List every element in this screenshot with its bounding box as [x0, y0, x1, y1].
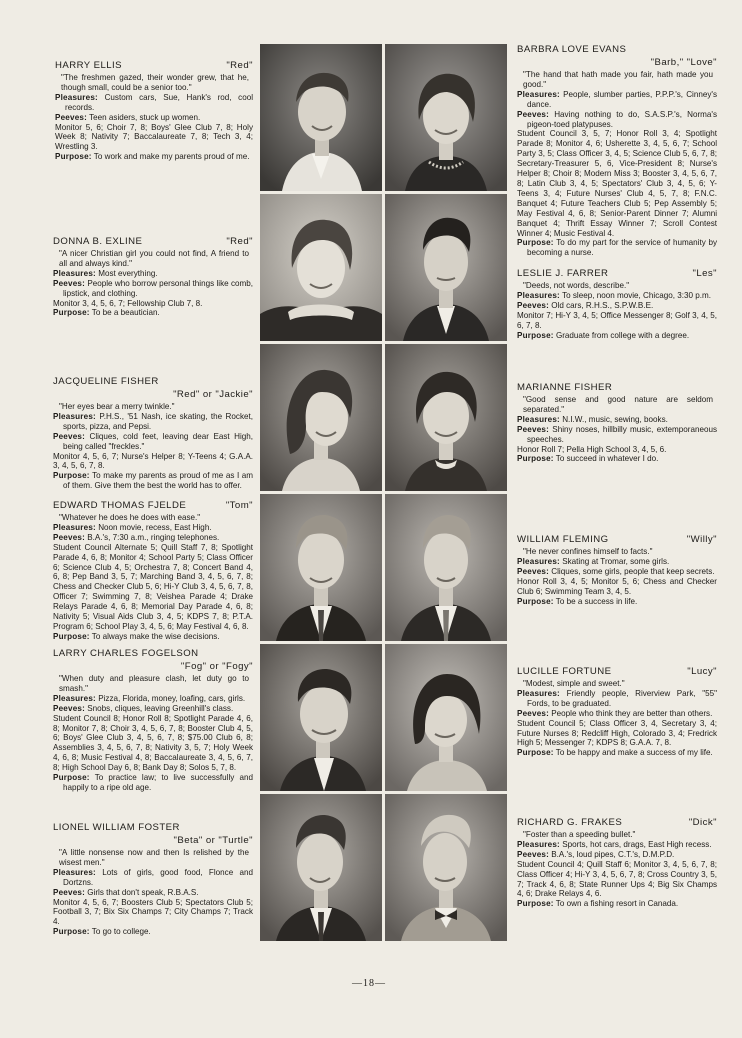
portrait-photo-leslie-farrer	[385, 194, 507, 341]
student-activities: Honor Roll 7; Pella High School 3, 4, 5, 6.	[517, 444, 667, 454]
student-activities: Student Council 3, 5, 7; Honor Roll 3, 4; Spotlight Parade 8; Monitor 4, 6; Usherette 3, 4, 5, 6, 7; School Party 3, 5; Class Officer 3, 4, 5; Science Club 5, 6, 7, 8; Secretary-Treasurer 5, 6, Vice-President 8; Nurse's Helper 8; Choir 8; Modern Miss 3; Booster 3, 4, 5, 6, 7, 8; Latin Club 3, 4, 5; Spectators' Club 3, 4, 5, 6; Y-Teens 3, 4; Future Nurses' Club 4, 5, 7, 8; F.N.C. Banquet 4; Future Teachers Club 5; Pep Assembly 5; May Festival 4, 6, 8; Senior-Parent Dinner 7; Alumni Banquet 4; Thrift Essay Winner 7; Scroll Contest Winner 4; Music Festival 4.	[517, 129, 717, 238]
student-activities: Honor Roll 3, 4, 5; Monitor 5, 6; Chess and Checker Club 6; Swimming Team 3, 4, 5.	[517, 576, 717, 596]
portrait-photo-harry-ellis	[260, 44, 382, 191]
pleasures-label: Pleasures:	[517, 556, 560, 566]
purpose-label: Purpose:	[53, 471, 90, 481]
student-peeves: Teen asiders, stuck up women.	[89, 112, 201, 122]
student-name: RICHARD G. FRAKES	[517, 817, 623, 828]
student-purpose: To make my parents as proud of me as I am of them. Give them the best the world has to offer.	[63, 471, 253, 491]
portrait-photo-richard-frakes	[385, 794, 507, 941]
purpose-label: Purpose:	[53, 308, 90, 318]
portrait-photo-barbra-evans	[385, 44, 507, 191]
student-name: LIONEL WILLIAM FOSTER	[53, 822, 180, 833]
page-number: —18—	[352, 978, 386, 989]
student-pleasures: To sleep, noon movie, Chicago, 3:30 p.m.	[562, 290, 711, 300]
student-name: LUCILLE FORTUNE	[517, 666, 612, 677]
student-nickname: "Dick"	[688, 817, 717, 828]
peeves-label: Peeves:	[517, 566, 550, 576]
student-name: EDWARD THOMAS FJELDE	[53, 500, 187, 511]
bio-lucille-fortune	[517, 666, 717, 758]
student-quote: "The hand that hath made you fair, hath made you good."	[523, 70, 713, 89]
student-pleasures: Most everything.	[98, 268, 158, 278]
pleasures-label: Pleasures:	[53, 411, 96, 421]
bio-barbra-evans	[517, 44, 717, 258]
pleasures-label: Pleasures:	[53, 693, 96, 703]
student-peeves: Girls that don't speak, R.B.A.S.	[87, 887, 199, 897]
purpose-label: Purpose:	[517, 238, 554, 248]
portrait-photo-lucille-fortune	[385, 644, 507, 791]
pleasures-label: Pleasures:	[517, 688, 560, 698]
pleasures-label: Pleasures:	[517, 839, 560, 849]
student-activities: Student Council Alternate 5; Quill Staff 7, 8; Spotlight Parade 4, 6, 8; Monitor 4; School Party 5; Class Officer 6; Science Club 4, 5; Orchestra 7, 8; Concert Band 4, 6, 8; Pep Band 3, 5, 7; Marching Band 3, 4, 5, 6, 7, 8; Chess and Checker Club 5, 6; Hi-Y Club 3, 4, 5, 6, 7, 8, Officer 7; Swimming 7, 8; Veishea Parade 4; Drake Relays Parade 4, 6, 8; Memorial Day Parade 4, 6, 8; Nativity 5; Visual Aids Club 3, 4, 5; KDPS 7, 8; P.T.A. Program 6; School Play 3, 4, 5, 6; May Festival 4, 6, 8.	[53, 542, 253, 631]
bio-donna-exline	[53, 236, 253, 318]
peeves-label: Peeves:	[517, 424, 550, 434]
bio-edward-fjelde	[53, 500, 253, 642]
purpose-label: Purpose:	[517, 330, 554, 340]
bio-richard-frakes	[517, 817, 717, 909]
purpose-label: Purpose:	[517, 748, 554, 758]
peeves-label: Peeves:	[53, 431, 86, 441]
portrait-photo-marianne-fisher	[385, 344, 507, 491]
student-quote: "Modest, simple and sweet."	[523, 679, 625, 688]
bio-leslie-farrer	[517, 268, 717, 340]
student-nickname: "Red"	[226, 60, 253, 71]
pleasures-label: Pleasures:	[53, 522, 96, 532]
peeves-label: Peeves:	[55, 112, 88, 122]
student-pleasures: Custom cars, Sue, Hank's rod, cool records.	[65, 92, 254, 112]
student-activities: Monitor 3, 4, 5, 6, 7; Fellowship Club 7, 8.	[53, 298, 203, 308]
purpose-label: Purpose:	[53, 773, 90, 783]
student-peeves: B.A.'s, loud pipes, C.T.'s, D.M.P.D.	[551, 849, 675, 859]
student-activities: Student Council 4; Quill Staff 6; Monitor 3, 4, 5, 6, 7, 8; Class Officer 4; Hi-Y 3, 4, 5, 6, 7, 8; Cross Country 3, 5, 7; Track 4, 6, 8; State Runner Ups 4; Big Six Champs 4, 6; Drake Relays 4, 6.	[517, 859, 717, 899]
student-name: HARRY ELLIS	[55, 60, 122, 71]
bio-lionel-foster	[53, 822, 253, 937]
student-activities: Student Council 8; Honor Roll 8; Spotlight Parade 4, 6, 8; Monitor 7, 8; Choir 3, 4, 5, 6, 7, 8; Booster Club 4, 5, 6; Boys' Glee Club 3, 4, 5, 6, 7, 8; $75.00 Club 6, 8; Assemblies 3, 4, 5, 6, 7, 8; Nativity 3, 5, 7; Holy Week 4, 6, 8; Music Festival 4, 8; Baccalaureate 3, 4, 5, 6, 7, 8; High School Day 6, 8; Bank Day 8; Solos 5, 7, 8.	[53, 713, 253, 773]
student-quote: "The freshmen gazed, their wonder grew, that he, though small, could be a senior too."	[61, 73, 249, 92]
student-purpose: To always make the wise decisions.	[91, 631, 220, 641]
purpose-label: Purpose:	[55, 152, 92, 162]
peeves-label: Peeves:	[517, 109, 550, 119]
student-quote: "A nicer Christian girl you could not find, A friend to all and always kind."	[59, 249, 249, 268]
student-name: DONNA B. EXLINE	[53, 236, 143, 247]
pleasures-label: Pleasures:	[55, 92, 98, 102]
student-activities: Monitor 4, 5, 6, 7; Nurse's Helper 8; Y-Teens 4; G.A.A. 3, 4, 5, 6, 7, 8.	[53, 451, 253, 471]
student-pleasures: Pizza, Florida, money, loafing, cars, girls.	[98, 693, 246, 703]
student-pleasures: Lots of girls, good food, Flonce and Dortzns.	[63, 867, 254, 887]
student-nickname: "Lucy"	[687, 666, 717, 677]
student-purpose: To be a beautician.	[91, 308, 160, 318]
student-activities: Monitor 5, 6; Choir 7, 8; Boys' Glee Club 7, 8; Holy Week 8; Nativity 7; Baccalaureate 7, 8; Tech 3, 4; Wrestling 3.	[55, 122, 253, 152]
student-purpose: To work and make my parents proud of me.	[93, 152, 250, 162]
purpose-label: Purpose:	[517, 596, 554, 606]
student-purpose: To be happy and make a success of my life.	[555, 748, 713, 758]
student-pleasures: N.I.W., music, sewing, books.	[562, 414, 668, 424]
student-nickname: "Fog" or "Fogy"	[180, 661, 253, 672]
peeves-label: Peeves:	[517, 300, 550, 310]
peeves-label: Peeves:	[517, 708, 550, 718]
student-pleasures: Noon movie, recess, East High.	[98, 522, 212, 532]
student-name: WILLIAM FLEMING	[517, 534, 609, 545]
student-pleasures: P.H.S., '51 Nash, ice skating, the Rocket, sports, pizza, and Pepsi.	[63, 411, 253, 431]
student-quote: "Foster than a speeding bullet."	[523, 830, 636, 839]
pleasures-label: Pleasures:	[517, 89, 560, 99]
bio-jacqueline-fisher	[53, 376, 253, 491]
student-peeves: Old cars, R.H.S., S.P.W.B.E.	[551, 300, 654, 310]
student-quote: "When duty and pleasure clash, let duty go to smash."	[59, 674, 249, 693]
student-purpose: To do my part for the service of humanity by becoming a nurse.	[527, 238, 717, 258]
portrait-photo-william-fleming	[385, 494, 507, 641]
student-purpose: To be a success in life.	[555, 596, 638, 606]
student-peeves: Snobs, cliques, leaving Greenhill's class.	[87, 703, 234, 713]
peeves-label: Peeves:	[53, 703, 86, 713]
student-nickname: "Beta" or "Turtle"	[173, 835, 253, 846]
purpose-label: Purpose:	[53, 927, 90, 937]
pleasures-label: Pleasures:	[53, 268, 96, 278]
student-peeves: People who think they are better than others.	[551, 708, 713, 718]
student-quote: "A little nonsense now and then Is relished by the wisest men."	[59, 848, 249, 867]
student-quote: "Whatever he does he does with ease."	[59, 513, 201, 522]
student-purpose: To own a fishing resort in Canada.	[555, 899, 679, 909]
student-peeves: People who borrow personal things like comb, lipstick, and clothing.	[63, 278, 253, 298]
student-peeves: Cliques, some girls, people that keep secrets.	[551, 566, 715, 576]
student-purpose: To succeed in whatever I do.	[555, 454, 659, 464]
student-nickname: "Red"	[226, 236, 253, 247]
portrait-photo-larry-fogelson	[260, 644, 382, 791]
student-name: BARBRA LOVE EVANS	[517, 44, 627, 55]
bio-marianne-fisher	[517, 382, 717, 464]
student-pleasures: Friendly people, Riverview Park, "55" Fords, to be graduated.	[527, 688, 718, 708]
student-peeves: B.A.'s, 7:30 a.m., ringing telephones.	[87, 532, 220, 542]
peeves-label: Peeves:	[53, 278, 86, 288]
peeves-label: Peeves:	[53, 532, 86, 542]
portrait-photo-jacqueline-fisher	[260, 344, 382, 491]
purpose-label: Purpose:	[517, 899, 554, 909]
student-quote: "Deeds, not words, describe."	[523, 281, 630, 290]
peeves-label: Peeves:	[53, 887, 86, 897]
bio-harry-ellis	[55, 60, 253, 162]
student-activities: Monitor 4, 5, 6, 7; Boosters Club 5; Spectators Club 5; Football 3, 7; Bix Six Champs 7; City Champs 7; Track 4.	[53, 897, 253, 927]
student-quote: "Her eyes bear a merry twinkle."	[59, 402, 175, 411]
student-peeves: Shiny noses, hillbilly music, extemporaneous speeches.	[527, 424, 717, 444]
portrait-photo-edward-fjelde	[260, 494, 382, 641]
bio-william-fleming	[517, 534, 717, 606]
student-pleasures: Skating at Tromar, some girls.	[562, 556, 670, 566]
student-name: MARIANNE FISHER	[517, 382, 613, 393]
student-nickname: "Tom"	[225, 500, 253, 511]
student-name: JACQUELINE FISHER	[53, 376, 159, 387]
student-nickname: "Les"	[692, 268, 717, 279]
purpose-label: Purpose:	[517, 454, 554, 464]
student-purpose: To go to college.	[91, 927, 151, 937]
student-name: LARRY CHARLES FOGELSON	[53, 648, 199, 659]
student-nickname: "Barb," "Love"	[650, 57, 717, 68]
student-quote: "Good sense and good nature are seldom separated."	[523, 395, 713, 414]
student-nickname: "Willy"	[686, 534, 717, 545]
student-purpose: Graduate from college with a degree.	[555, 330, 690, 340]
student-nickname: "Red" or "Jackie"	[173, 389, 253, 400]
student-name: LESLIE J. FARRER	[517, 268, 609, 279]
student-activities: Monitor 7; Hi-Y 3, 4, 5; Office Messenger 8; Golf 3, 4, 5, 6, 7, 8.	[517, 310, 717, 330]
purpose-label: Purpose:	[53, 631, 90, 641]
student-pleasures: Sports, hot cars, drags, East High recess.	[562, 839, 712, 849]
student-quote: "He never confines himself to facts."	[523, 547, 653, 556]
bio-larry-fogelson	[53, 648, 253, 793]
student-activities: Student Council 5; Class Officer 3, 4, Secretary 3, 4; Future Nurses 8; Redcliff High, Colorado 3, 4; Fredrick High 5; Messenger 7; KDPS 8; G.A.A. 7, 8.	[517, 718, 717, 748]
portrait-photo-donna-exline	[260, 194, 382, 341]
student-purpose: To practice law; to live successfully and happily to a ripe old age.	[63, 773, 253, 792]
student-peeves: Having nothing to do, S.A.S.P.'s, Norma's pigeon-toed platypuses.	[527, 109, 718, 129]
student-pleasures: People, slumber parties, P.P.P.'s, Cinney's dance.	[527, 89, 717, 109]
pleasures-label: Pleasures:	[53, 867, 96, 877]
pleasures-label: Pleasures:	[517, 290, 560, 300]
pleasures-label: Pleasures:	[517, 414, 560, 424]
student-peeves: Cliques, cold feet, leaving dear East High, being called "freckles."	[63, 431, 253, 451]
peeves-label: Peeves:	[517, 849, 550, 859]
portrait-photo-lionel-foster	[260, 794, 382, 941]
